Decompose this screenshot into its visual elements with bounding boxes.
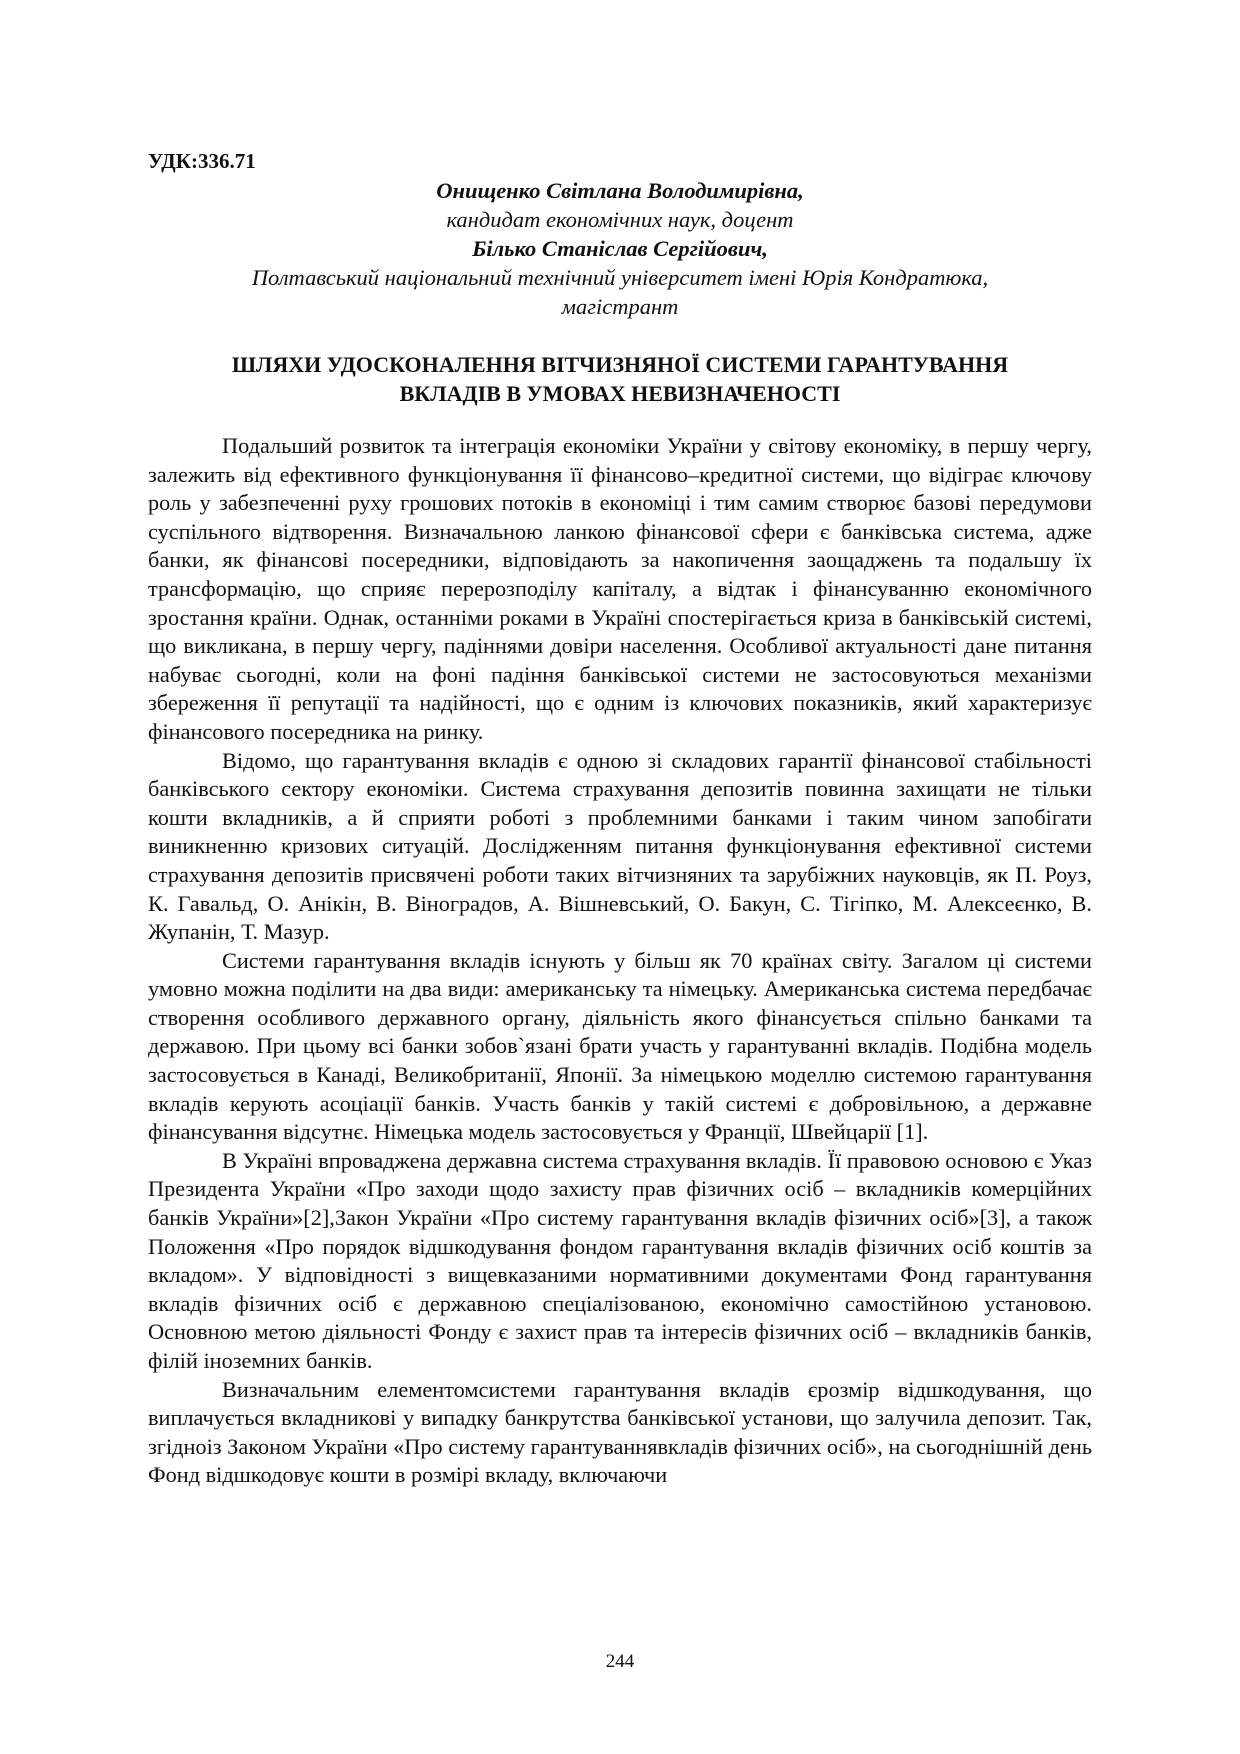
affiliation: Полтавський національний технічний університет імені Юрія Кондратюка, (251, 265, 989, 290)
author-2-title: магістрант (561, 294, 679, 319)
author-1-name: Онищенко Світлана Володимирівна, (436, 178, 804, 203)
paragraph-1: Подальший розвиток та інтеграція економіки України у світову економіку, в першу чергу, залежить від ефективного функціонування її фінансово–кредитної системи, що відіграє ключову роль у забезпеченні руху грошових потоків в економіці і тим самим створює базові передумови суспільного відтворення. Визначальною ланкою фінансової сфери є банківська система, адже банки, як фінансові посередники, відповідають за накопичення заощаджень та подальшу їх трансформацію, що сприяє перерозподілу капіталу, а відтак і фінансуванню економічного зростання країни. Однак, останніми роками в Україні спостерігається криза в банківській системі, що викликана, в першу чергу, падіннями довіри населення. Особливої актуальності дане питання набуває сьогодні, коли на фоні падіння банківської системи не застосовуються механізми збереження її репутації та надійності, що є одним із ключових показників, який характеризує фінансового посередника на ринку. (148, 433, 1092, 744)
author-1-title: кандидат економічних наук, доцент (446, 207, 794, 232)
paragraph-5: Визначальним елементомсистеми гарантування вкладів єрозмір відшкодування, що виплачується вкладникові у випадку банкрутства банківської установи, що залучила депозит. Так, згідноіз Законом України «Про систему гарантуваннявкладів фізичних осіб», на сьогоднішній день Фонд відшкодовує кошти в розмірі вкладу, включаючи (148, 1376, 1092, 1488)
title-line-2: ВКЛАДІВ В УМОВАХ НЕВИЗНАЧЕНОСТІ (399, 381, 841, 406)
page-number: 244 (605, 1651, 635, 1672)
paragraph-2: Відомо, що гарантування вкладів є одною зі складових гарантії фінансової стабільності банківського сектору економіки. Система страхування депозитів повинна захищати не тільки кошти вкладників, а й сприяти роботі з проблемними банками і таким чином запобігати виникненню кризових ситуацій. Дослідженням питання функціонування ефективної системи страхування депозитів присвячені роботи таких вітчизняних та зарубіжних науковців, як П. Роуз, К. Гавальд, О. Анікін, В. Віноградов, А. Вішневський, О. Бакун, С. Тігіпко, М. Алексеєнко, В. Жупанін, Т. Мазур. (148, 747, 1092, 945)
udk-code: УДК:336.71 (148, 149, 256, 173)
author-2-name: Білько Станіслав Сергійович, (472, 236, 768, 261)
title-line-1: ШЛЯХИ УДОСКОНАЛЕННЯ ВІТЧИЗНЯНОЇ СИСТЕМИ ГАРАНТУВАННЯ (231, 352, 1009, 377)
paragraph-4: В Україні впроваджена державна система страхування вкладів. Її правовою основою є Указ Президента України «Про заходи щодо захисту прав фізичних осіб – вкладників комерційних банків України»[2],Закон України «Про систему гарантування вкладів фізичних осіб»[3], а також Положення «Про порядок відшкодування фондом гарантування вкладів фізичних осіб коштів за вкладом». У відповідності з вищевказаними нормативними документами Фонд гарантування вкладів фізичних осіб є державною спеціалізованою, економічно самостійною установою. Основною метою діяльності Фонду є захист прав та інтересів фізичних осіб – вкладників банків, філій іноземних банків. (148, 1147, 1092, 1373)
article-body (148, 432, 1092, 1490)
article-title (148, 350, 1092, 408)
author-block (148, 176, 1092, 321)
paragraph-3: Системи гарантування вкладів існують у більш як 70 країнах світу. Загалом ці системи умовно можна поділити на два види: американську та німецьку. Американська система передбачає створення особливого державного органу, діяльність якого фінансується спільно банками та державою. При цьому всі банки зобов`язані брати участь у гарантуванні вкладів. Подібна модель застосовується в Канаді, Великобританії, Японії. За німецькою моделлю системою гарантування вкладів керують асоціації банків. Участь банків у такій системі є добровільною, а державне фінансування відсутнє. Німецька модель застосовується у Франції, Швейцарії [1]. (148, 947, 1092, 1145)
